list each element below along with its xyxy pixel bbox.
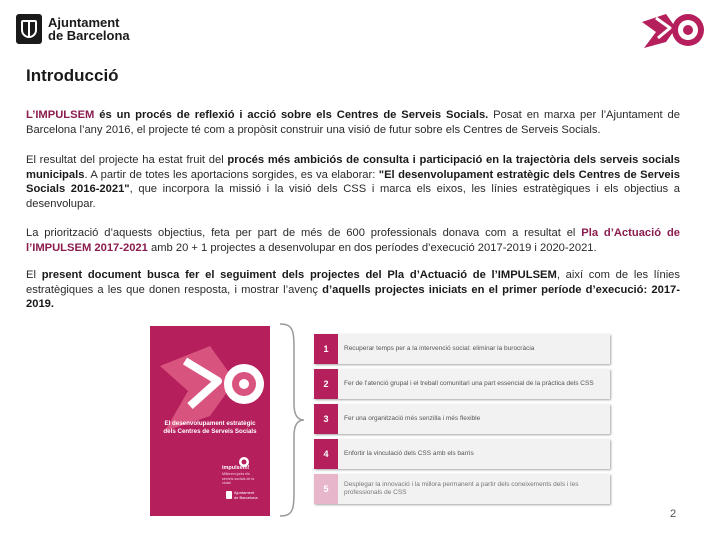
org-name-line2: de Barcelona xyxy=(48,28,130,43)
body-text: , que incorpora la missió i la visió dels CSS i marca els eixos, les línies estratègiques i els objectius a desenvolupar. xyxy=(26,183,681,210)
step-text: Desplegar la innovació i la millora permanent a partir dels coneixements dels i les professionals de CSS xyxy=(344,481,579,496)
cover-shield-icon xyxy=(226,491,232,499)
cover-org-line2: de Barcelona xyxy=(234,494,258,500)
intro-paragraph-1 xyxy=(26,108,680,137)
bold-text: procés més ambiciós de consulta i participació en la trajectòria dels serveis socials municipals xyxy=(26,154,680,181)
step-number: 1 xyxy=(314,334,338,364)
body-text: El xyxy=(26,269,42,281)
step-text: Fer de l’atenció grupal i el treball comunitari una part essencial de la pràctica dels CSS xyxy=(344,380,594,387)
strategic-line-1 xyxy=(314,334,610,364)
bold-text: d’aquells projectes iniciats en el primer període d’execució: 2017-2019. xyxy=(26,283,680,311)
org-name xyxy=(48,16,130,42)
strategic-line-3 xyxy=(314,404,610,434)
org-name-line1: Ajuntament xyxy=(48,15,120,30)
cover-org-name xyxy=(234,491,258,500)
body-text: La priorització d’aquests objectius, feta per part de més de 600 professionals donava com a resultat el xyxy=(26,227,582,239)
curly-brace xyxy=(276,322,306,518)
impulsem-highlight: L’IMPULSEM xyxy=(26,109,95,121)
body-text: . A partir de totes les aportacions sorgides, es va elaborar: xyxy=(84,168,379,181)
step-text: Fer una organització més senzilla i més flexible xyxy=(344,415,481,422)
strategic-line-4 xyxy=(314,439,610,469)
body-text: Posat en marxa per l’Ajuntament de Barcelona l’any 2016, el projecte té com a propòsit construir una visió de futur sobre els Centres de Serveis Socials. xyxy=(26,109,680,136)
page-number: 2 xyxy=(670,508,677,520)
city-shield-icon xyxy=(16,14,42,44)
intro-paragraph-4 xyxy=(26,268,680,312)
impulsem-brand-icon xyxy=(636,8,708,56)
strategic-line-2 xyxy=(314,369,610,399)
cover-title: El desenvolupament estratègic dels Centres de Serveis Socials xyxy=(163,420,257,435)
strategic-lines-list xyxy=(314,334,610,509)
bold-text: és un procés de reflexió i acció sobre els Centres de Serveis Socials. xyxy=(94,109,489,121)
cover-brand: impulsem! xyxy=(222,465,250,471)
step-number: 2 xyxy=(314,369,338,399)
intro-paragraph-2 xyxy=(26,153,680,211)
step-text: Enfortir la vinculació dels CSS amb els barris xyxy=(344,450,474,457)
bold-text: "El desenvolupament estratègic dels Centres de Serveis Socials 2016-2021" xyxy=(26,168,680,196)
bold-text: present document busca fer el seguiment dels projectes del Pla d’Actuació de l’IMPULSEM xyxy=(41,269,557,281)
step-number: 3 xyxy=(314,404,338,434)
body-text: , així com de les línies estratègiques a les que donen resposta, i mostrar l’avenç xyxy=(26,269,680,296)
step-number: 5 xyxy=(314,474,338,504)
ajuntament-logo xyxy=(16,14,130,44)
intro-paragraph-3 xyxy=(26,226,680,255)
body-text: El resultat del projecte ha estat fruit del xyxy=(26,154,228,166)
page-title: Introducció xyxy=(26,66,119,85)
pla-actuacio-highlight: Pla d’Actuació de l’IMPULSEM 2017-2021 xyxy=(26,227,680,254)
document-cover-image xyxy=(150,326,270,516)
step-text: Recuperar temps per a la intervenció social: eliminar la burocràcia xyxy=(344,345,535,352)
strategic-line-5 xyxy=(314,474,610,504)
cover-org-line1: Ajuntament xyxy=(234,490,255,495)
cover-subtitle: Millorem junts els serveis socials de la ciutat xyxy=(222,472,255,485)
body-text: amb 20 + 1 projectes a desenvolupar en dos períodes d’execució 2017-2019 i 2020-2021. xyxy=(147,241,597,254)
step-number: 4 xyxy=(314,439,338,469)
